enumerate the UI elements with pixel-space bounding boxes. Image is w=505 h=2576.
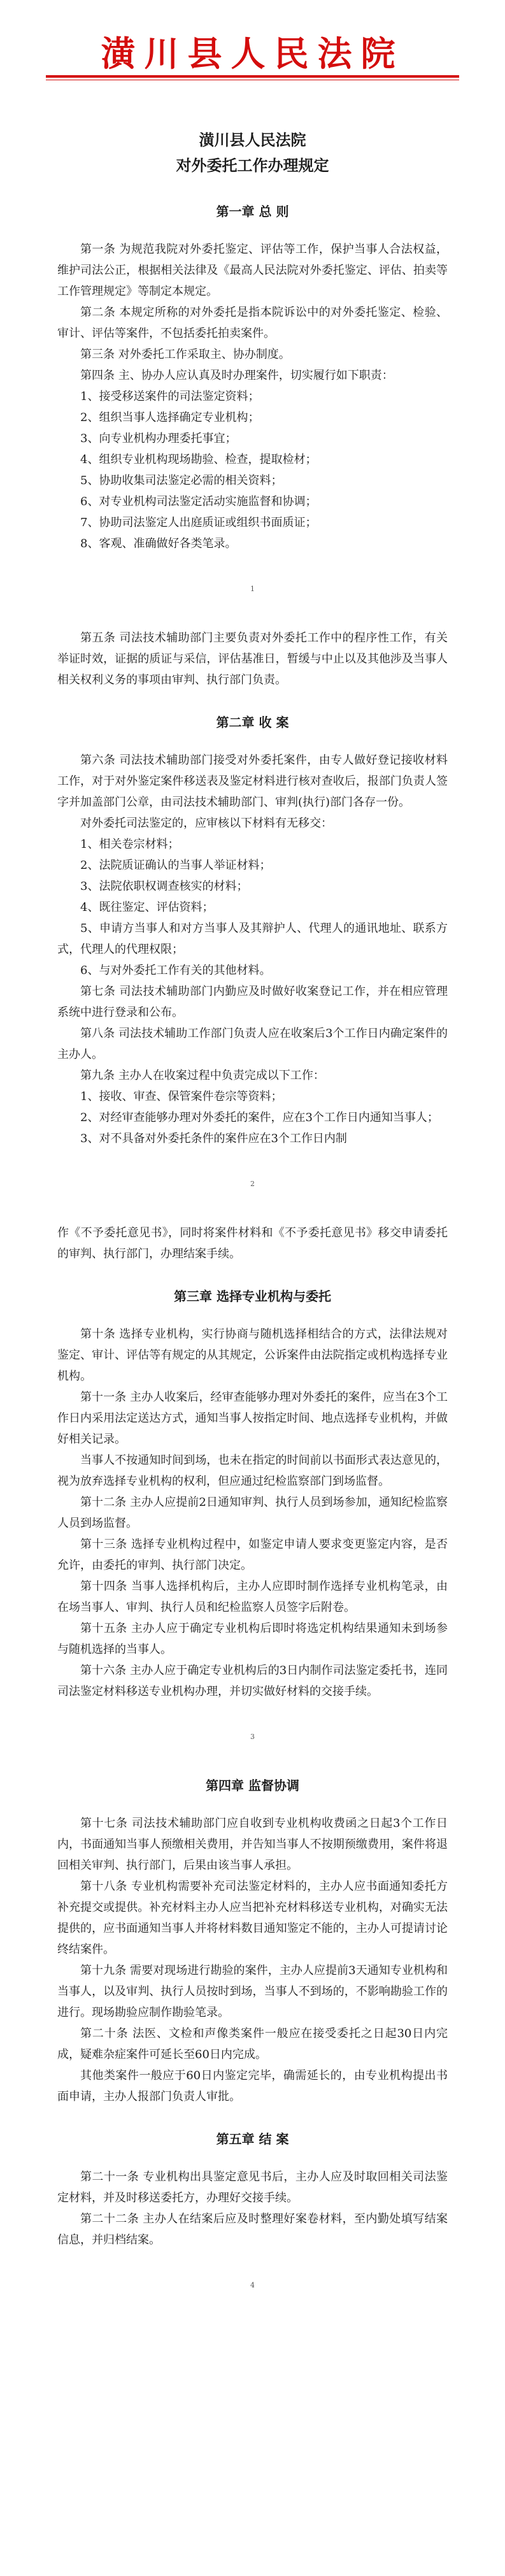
list-item: 7、协助司法鉴定人出庭质证或组织书面质证； bbox=[80, 516, 317, 529]
page-number: 2 bbox=[250, 1180, 255, 1188]
page-header bbox=[0, 0, 505, 83]
article-continuation: 作《不予委托意见书》，同时将案件材料和《不予委托意见书》移交申请委托的审判、执行部门，办理结案手续。 bbox=[57, 1226, 448, 1261]
document-title-line1: 潢川县人民法院 bbox=[199, 131, 306, 149]
article: 第十五条 主办人应于确定专业机构后即时将选定机构结果通知未到场参与随机选择的当事人。 bbox=[57, 1622, 448, 1656]
list-item: 5、申请方当事人和对方当事人及其辩护人、代理人的通讯地址、联系方式，代理人的代理权限； bbox=[57, 922, 448, 956]
list-item: 1、接收、审查、保管案件卷宗等资料； bbox=[80, 1090, 283, 1103]
list-item: 4、既往鉴定、评估资料； bbox=[80, 901, 214, 914]
article: 第十七条 司法技术辅助部门应自收到专业机构收费函之日起3个工作日内，书面通知当事人预缴相关费用，并告知当事人不按期预缴费用，案件将退回相关审判、执行部门，后果由该当事人承担。 bbox=[57, 1817, 448, 1872]
article: 第二十一条 专业机构出具鉴定意见书后，主办人应及时取回相关司法鉴定材料，并及时移送委托方，办理好交接手续。 bbox=[57, 2170, 448, 2205]
list-item: 3、向专业机构办理委托事宜； bbox=[80, 432, 237, 445]
list-item: 2、对经审查能够办理对外委托的案件，应在3个工作日内通知当事人； bbox=[80, 1111, 439, 1124]
article: 第十三条 选择专业机构过程中，如鉴定申请人要求变更鉴定内容，是否允许，由委托的审判、执行部门决定。 bbox=[57, 1538, 448, 1572]
article: 第九条 主办人在收案过程中负责完成以下工作： bbox=[80, 1069, 325, 1082]
list-item: 6、与对外委托工作有关的其他材料。 bbox=[80, 964, 271, 977]
chapter-heading: 第一章 总 则 bbox=[216, 204, 289, 219]
article: 第十九条 需要对现场进行勘验的案件，主办人应提前3天通知专业机构和当事人，以及审判、执行人员按时到场，当事人不到场的，不影响勘验工作的进行。现场勘验应制作勘验笔录。 bbox=[57, 1964, 448, 2019]
list-item: 1、相关卷宗材料； bbox=[80, 838, 180, 851]
article: 第十八条 专业机构需要补充司法鉴定材料的，主办人应书面通知委托方补充提交或提供。补充材料主办人应当把补充材料移送专业机构，对确实无法提供的，应书面通知当事人并将材料数目通知鉴定不能的，主办人可提请讨论终结案件。 bbox=[57, 1880, 448, 1956]
court-name-banner: 潢川县人民法院 bbox=[101, 34, 404, 74]
article-continuation: 其他类案件一般应于60日内鉴定完毕，确需延长的，由专业机构提出书面申请，主办人报部门负责人审批。 bbox=[57, 2069, 448, 2103]
chapter-heading: 第四章 监督协调 bbox=[206, 1778, 299, 1793]
article: 第三条 对外委托工作采取主、协办制度。 bbox=[80, 348, 290, 361]
article: 第七条 司法技术辅助部门内勤应及时做好收案登记工作，并在相应管理系统中进行登录和公布。 bbox=[57, 985, 448, 1019]
document-title-line2: 对外委托工作办理规定 bbox=[176, 157, 329, 175]
article: 第一条 为规范我院对外委托鉴定、评估等工作，保护当事人合法权益，维护司法公正，根据相关法律及《最高人民法院对外委托鉴定、评估、拍卖等工作管理规定》等制定本规定。 bbox=[57, 243, 448, 298]
article: 第四条 主、协办人应认真及时办理案件，切实履行如下职责： bbox=[80, 369, 394, 382]
article: 第二条 本规定所称的对外委托是指本院诉讼中的对外委托鉴定、检验、审计、评估等案件，不包括委托拍卖案件。 bbox=[57, 306, 448, 340]
article: 第二十条 法医、文检和声像类案件一般应在接受委托之日起30日内完成，疑难杂症案件可延长至60日内完成。 bbox=[57, 2027, 448, 2061]
document-body bbox=[0, 83, 505, 2296]
page-number: 4 bbox=[250, 2281, 255, 2289]
article: 第十条 选择专业机构，实行协商与随机选择相结合的方式，法律法规对鉴定、审计、评估等有规定的从其规定，公诉案件由法院指定或机构选择专业机构。 bbox=[57, 1327, 448, 1383]
article: 第十二条 主办人应提前2日通知审判、执行人员到场参加，通知纪检监察人员到场监督。 bbox=[57, 1496, 448, 1530]
chapter-heading: 第二章 收 案 bbox=[216, 715, 289, 730]
list-item: 8、客观、准确做好各类笔录。 bbox=[80, 537, 237, 550]
list-item: 3、对不具备对外委托条件的案件应在3个工作日内制 bbox=[80, 1132, 347, 1145]
chapter-heading: 第五章 结 案 bbox=[216, 2131, 289, 2147]
list-item: 2、法院质证确认的当事人举证材料； bbox=[80, 859, 271, 872]
list-item: 5、协助收集司法鉴定必需的相关资料； bbox=[80, 474, 283, 487]
article: 第五条 司法技术辅助部门主要负责对外委托工作中的程序性工作，有关举证时效，证据的质证与采信，评估基准日，暂缓与中止以及其他涉及当事人相关权利义务的事项由审判、执行部门负责。 bbox=[57, 631, 448, 687]
article: 第八条 司法技术辅助工作部门负责人应在收案后3个工作日内确定案件的主办人。 bbox=[57, 1027, 448, 1061]
list-item: 3、法院依职权调查核实的材料； bbox=[80, 880, 248, 893]
article: 第十四条 当事人选择机构后，主办人应即时制作选择专业机构笔录，由在场当事人、审判、执行人员和纪检监察人员签字后附卷。 bbox=[57, 1580, 448, 1614]
article-continuation: 对外委托司法鉴定的，应审核以下材料有无移交： bbox=[80, 817, 332, 830]
article: 第六条 司法技术辅助部门接受对外委托案件，由专人做好登记接收材料工作，对于对外鉴定案件移送表及鉴定材料进行核对查收后，报部门负责人签字并加盖部门公章，由司法技术辅助部门、审判(执行)部门各存一份。 bbox=[57, 754, 448, 809]
article: 第十六条 主办人应于确定专业机构后的3日内制作司法鉴定委托书，连同司法鉴定材料移送专业机构办理，并切实做好材料的交接手续。 bbox=[57, 1664, 448, 1698]
article: 第十一条 主办人收案后，经审查能够办理对外委托的案件，应当在3个工作日内采用法定送达方式，通知当事人按指定时间、地点选择专业机构，并做好相关记录。 bbox=[57, 1391, 448, 1446]
chapter-heading: 第三章 选择专业机构与委托 bbox=[174, 1289, 331, 1304]
page-number: 3 bbox=[250, 1733, 255, 1741]
article-continuation: 当事人不按通知时间到场，也未在指定的时间前以书面形式表达意见的，视为放弃选择专业机构的权利，但应通过纪检监察部门到场监督。 bbox=[57, 1454, 448, 1488]
list-item: 2、组织当事人选择确定专业机构； bbox=[80, 411, 260, 424]
header-divider-thick bbox=[46, 75, 459, 78]
list-item: 1、接受移送案件的司法鉴定资料； bbox=[80, 390, 260, 403]
list-item: 4、组织专业机构现场勘验、检查，提取检材； bbox=[80, 453, 317, 466]
page-number: 1 bbox=[250, 585, 255, 593]
article: 第二十二条 主办人在结案后应及时整理好案卷材料，至内勤处填写结案信息，并归档结案。 bbox=[57, 2212, 448, 2247]
list-item: 6、对专业机构司法鉴定活动实施监督和协调； bbox=[80, 495, 317, 508]
